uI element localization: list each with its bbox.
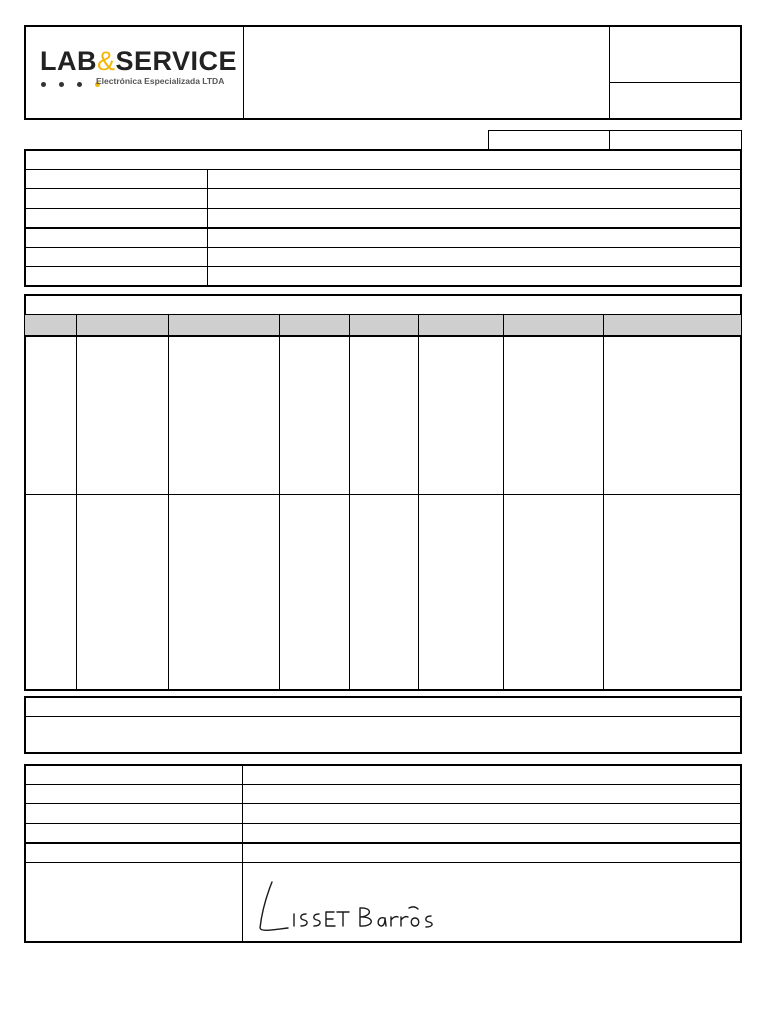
company-logo <box>40 44 240 94</box>
table-column-line <box>76 314 77 690</box>
header-divider-logo <box>243 26 244 119</box>
logo-dot <box>77 82 82 87</box>
info-label-divider <box>207 169 208 286</box>
logo-text-service: SERVICE <box>115 46 238 76</box>
table-row-line <box>25 494 741 495</box>
handwritten-signature <box>250 870 450 940</box>
logo-dot <box>41 82 46 87</box>
reference-box-divider <box>609 130 610 150</box>
table-header-row <box>25 315 741 335</box>
delivery-row-line <box>25 823 741 824</box>
table-column-line <box>603 314 604 690</box>
table-column-line <box>349 314 350 690</box>
observations-section <box>24 696 742 754</box>
info-row-line <box>25 247 741 248</box>
table-column-line <box>168 314 169 690</box>
header-right-split <box>610 82 741 83</box>
table-header-bottom <box>25 335 741 337</box>
observations-title-line <box>25 716 741 717</box>
header-divider-right <box>609 26 610 119</box>
logo-ampersand: & <box>97 46 116 76</box>
logo-text-lab: LAB <box>40 46 97 76</box>
table-column-line <box>503 314 504 690</box>
table-column-line <box>279 314 280 690</box>
info-row-line <box>25 227 741 229</box>
equipment-table <box>24 294 742 691</box>
table-column-line <box>418 314 419 690</box>
delivery-row-line <box>25 862 741 863</box>
info-row-line <box>25 169 741 170</box>
delivery-row-line <box>25 803 741 804</box>
delivery-label-divider <box>242 765 243 942</box>
info-row-line <box>25 266 741 267</box>
logo-subtitle: Electrónica Especializada LTDA <box>96 76 225 86</box>
delivery-row-line <box>25 784 741 785</box>
logo-dots <box>41 76 103 86</box>
reference-box <box>488 130 742 151</box>
info-row-line <box>25 188 741 189</box>
delivery-row-line <box>25 842 741 844</box>
logo-dot <box>59 82 64 87</box>
info-row-line <box>25 208 741 209</box>
